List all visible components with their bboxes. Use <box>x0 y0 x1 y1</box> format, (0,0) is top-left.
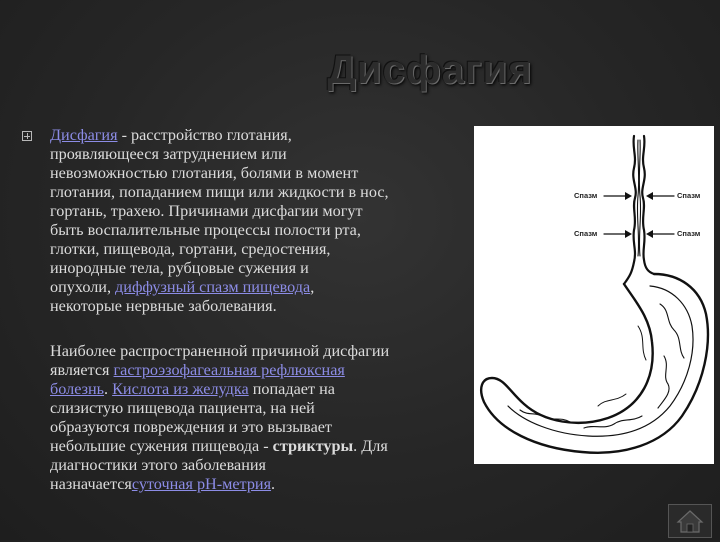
text-segment: попадает на <box>248 380 335 398</box>
bold-strictures: стриктуры <box>272 437 354 455</box>
link-dysphagia[interactable]: Дисфагия <box>50 126 118 144</box>
text-segment: назначается <box>50 475 132 493</box>
link-stomach-acid[interactable]: Кислота из желудка <box>112 380 249 398</box>
text-line: образуются повреждения и это вызывает <box>50 418 333 436</box>
text-line: Наиболее распространенной причиной дисфагии <box>50 342 390 360</box>
text-line <box>50 380 475 399</box>
text-segment: является <box>50 361 114 379</box>
text-line: гортань, трахею. Причинами дисфагии могут <box>50 202 363 220</box>
esophagus-stomach-illustration <box>474 126 714 464</box>
paragraph-definition <box>50 126 475 316</box>
text-line: быть воспалительные процессы полости рта, <box>50 221 361 239</box>
text-line <box>50 361 475 380</box>
text-line: инородные тела, рубцовые сужения и <box>50 259 309 277</box>
text-segment: . <box>104 380 113 398</box>
text-segment: опухоли, <box>50 278 116 296</box>
home-button[interactable] <box>668 504 712 538</box>
spasm-label-left-top: Спазм <box>574 191 598 200</box>
text-line <box>50 475 475 494</box>
spasm-label-right-bottom: Спазм <box>677 229 701 238</box>
link-diffuse-spasm[interactable]: диффузный спазм пищевода <box>115 278 311 296</box>
home-icon <box>669 505 711 537</box>
text-segment: , <box>310 278 315 296</box>
text-line <box>50 437 475 456</box>
text-segment: . Для <box>353 437 388 455</box>
slide-title: Дисфагия <box>327 48 533 92</box>
esophagus-stomach-drawing <box>474 126 714 464</box>
text-line <box>50 278 475 297</box>
link-gerd[interactable]: гастроэзофагеальная рефлюксная <box>113 361 345 379</box>
link-ph-metry[interactable]: суточная pH-метрия <box>131 475 272 493</box>
link-gerd-cont[interactable]: болезнь <box>50 380 105 398</box>
text-line: диагностики этого заболевания <box>50 456 267 474</box>
text-line: невозможностью глотания, болями в момент <box>50 164 359 182</box>
paragraph-causes <box>50 342 475 494</box>
text-segment: небольшие сужения пищевода - <box>50 437 273 455</box>
text-line <box>50 126 475 145</box>
text-line: глотки, пищевода, гортани, средостения, <box>50 240 331 258</box>
text-line: слизистую пищевода пациента, на ней <box>50 399 315 417</box>
text-segment: . <box>271 475 276 493</box>
spasm-label-left-bottom: Спазм <box>574 229 598 238</box>
text-line: глотания, попаданием пищи или жидкости в нос, <box>50 183 389 201</box>
spasm-label-right-top: Спазм <box>677 191 701 200</box>
bullet-icon <box>22 131 32 141</box>
text-line: некоторые нервные заболевания. <box>50 297 277 315</box>
text-segment: - расстройство глотания, <box>117 126 292 144</box>
text-line: проявляющееся затруднением или <box>50 145 287 163</box>
